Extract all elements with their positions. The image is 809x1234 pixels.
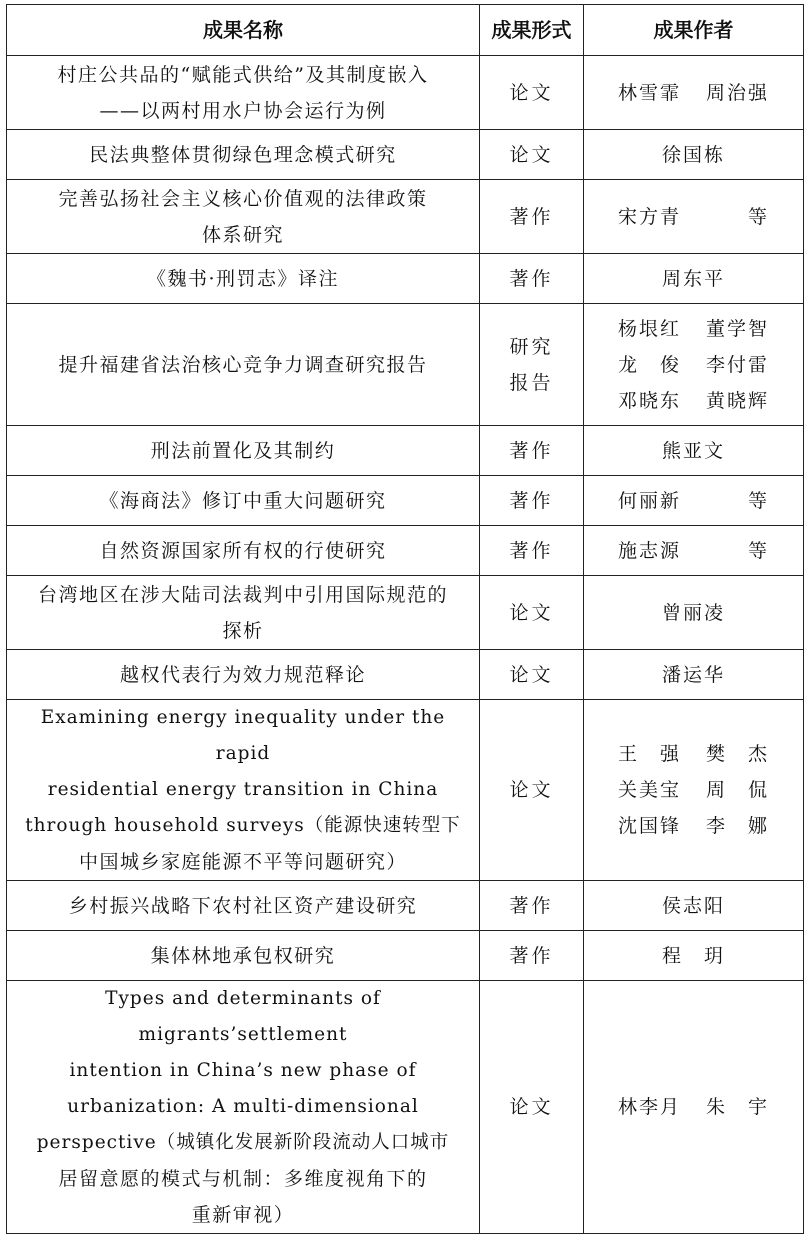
author-line [590,137,797,173]
achievement-title-line: 村庄公共品的“赋能式供给”及其制度嵌入 [57,63,429,86]
table-row [7,931,804,981]
author-name: 潘运华 [661,663,725,686]
achievement-form-line: 著作 [509,267,554,290]
author-name: 杨垠红 [618,317,682,340]
author-line [590,75,797,111]
achievement-title-cell [7,56,480,130]
achievement-form-line: 论文 [509,779,554,801]
achievement-title-line: 乡村振兴战略下农村社区资产建设研究 [68,894,418,917]
author-line [590,483,797,519]
achievement-title-cell [7,931,480,981]
author-name: 沈国锋 [618,815,682,837]
achievement-form-cell [480,981,584,1234]
achievement-title-line: 重新审视） [191,1204,295,1226]
author-name: 周东平 [661,267,725,290]
achievement-form-cell [480,476,584,526]
author-name: 曾丽凌 [661,601,725,624]
achievement-form-line: 著作 [509,439,554,462]
author-name: 樊 杰 [705,743,769,765]
author-name: 关美宝 [618,779,682,801]
table-row [7,576,804,650]
table-row [7,476,804,526]
author-line [590,383,797,419]
table-row [7,304,804,426]
achievement-title-cell [7,700,480,881]
achievement-form-line: 著作 [509,205,554,228]
header-form: 成果形式 [480,5,584,56]
author-name: 林雪霏 [618,81,682,104]
author-name: 龙 俊 [618,353,682,376]
achievement-form-line: 论文 [509,143,554,166]
author-name: 周治强 [705,81,769,104]
achievement-form-line: 著作 [509,539,554,562]
achievement-authors-cell [584,180,804,254]
achievement-form-cell [480,700,584,881]
author-name: 等 [747,205,769,228]
achievement-title-line: 居留意愿的模式与机制：多维度视角下的 [58,1168,428,1190]
achievement-form-line: 研究 [509,335,554,358]
achievement-form-cell [480,56,584,130]
achievement-title-line: 集体林地承包权研究 [150,944,336,967]
achievement-title-line: intention in China’s new phase of [69,1060,417,1081]
achievement-title-line: 《海商法》修订中重大问题研究 [99,489,387,512]
author-name: 黄晓辉 [705,389,769,412]
achievements-table [6,4,804,1234]
achievement-form-line: 论文 [509,1096,554,1118]
author-name: 李付雷 [705,353,769,376]
table-row [7,180,804,254]
achievement-form-cell [480,130,584,180]
achievement-title-cell [7,881,480,931]
achievement-title-line: 刑法前置化及其制约 [150,439,336,462]
achievement-form-line: 著作 [509,944,554,967]
achievement-title-cell [7,981,480,1234]
achievement-form-cell [480,180,584,254]
achievement-title-line: 中国城乡家庭能源不平等问题研究） [78,851,407,873]
author-line [590,888,797,924]
header-row [7,5,804,56]
author-name: 周 侃 [705,779,769,801]
author-name: 宋方青 [618,205,682,228]
author-name: 何丽新 [618,489,682,512]
author-name: 邓晓东 [618,389,682,412]
author-name: 林李月 [618,1096,682,1118]
author-line [590,808,797,844]
achievement-form-cell [480,304,584,426]
achievement-form-cell [480,426,584,476]
author-name: 李 娜 [705,815,769,837]
achievement-title-cell [7,526,480,576]
achievement-form-cell [480,576,584,650]
author-line [590,347,797,383]
achievement-form-cell [480,254,584,304]
author-name: 王 强 [618,743,682,765]
achievement-authors-cell [584,881,804,931]
author-name: 朱 宇 [705,1096,769,1118]
author-name: 侯志阳 [661,894,725,917]
table-row [7,426,804,476]
achievement-title-line: 台湾地区在涉大陆司法裁判中引用国际规范的 [37,583,448,606]
achievement-form-line: 著作 [509,489,554,512]
table-row [7,130,804,180]
achievement-title-line: 体系研究 [201,223,284,246]
achievement-title-line: 提升福建省法治核心竞争力调查研究报告 [58,353,428,376]
achievement-title-line: residential energy transition in China [47,779,439,800]
author-name: 施志源 [618,539,682,562]
author-name: 程 玥 [661,944,725,967]
achievement-title-cell [7,576,480,650]
achievement-form-line: 著作 [509,894,554,917]
header-authors: 成果作者 [584,5,804,56]
achievement-authors-cell [584,56,804,130]
author-name: 等 [747,489,769,512]
author-line [590,736,797,772]
achievement-form-line: 论文 [509,81,554,104]
achievement-form-line: 论文 [509,663,554,686]
achievement-form-cell [480,526,584,576]
achievement-title-cell [7,426,480,476]
author-line [590,311,797,347]
achievement-title-cell [7,476,480,526]
achievement-title-line: through household surveys（能源快速转型下 [25,815,461,836]
achievement-title-line: 探析 [222,619,264,642]
achievement-title-line: Examining energy inequality under the rapid [40,707,446,764]
achievement-title-line: 民法典整体贯彻绿色理念模式研究 [89,143,397,166]
achievement-authors-cell [584,700,804,881]
achievement-authors-cell [584,576,804,650]
achievement-title-cell [7,650,480,700]
table-row [7,254,804,304]
achievement-title-cell [7,254,480,304]
achievement-title-cell [7,130,480,180]
author-name: 熊亚文 [661,439,725,462]
table-row [7,700,804,881]
achievement-title-cell [7,180,480,254]
achievement-title-cell [7,304,480,426]
achievement-authors-cell [584,526,804,576]
achievement-title-line: 完善弘扬社会主义核心价值观的法律政策 [58,187,428,210]
achievement-title-line: urbanization: A multi-dimensional [67,1096,419,1117]
achievement-title-line: 自然资源国家所有权的行使研究 [99,539,387,562]
table-row [7,881,804,931]
achievement-form-cell [480,931,584,981]
achievement-form-line: 报告 [509,371,554,394]
author-line [590,261,797,297]
achievement-title-line: Types and determinants of migrants’settlement [105,988,381,1045]
author-name: 等 [747,539,769,562]
author-name: 董学智 [705,317,769,340]
achievement-title-line: ——以两村用水户协会运行为例 [99,99,387,122]
achievement-form-cell [480,650,584,700]
table-row [7,526,804,576]
achievement-title-line: 《魏书·刑罚志》译注 [146,267,340,290]
author-line [590,938,797,974]
header-title: 成果名称 [7,5,480,56]
achievement-authors-cell [584,130,804,180]
achievement-authors-cell [584,254,804,304]
achievement-authors-cell [584,650,804,700]
author-line [590,533,797,569]
author-line [590,199,797,235]
table-row [7,56,804,130]
achievement-authors-cell [584,426,804,476]
achievement-title-line: 越权代表行为效力规范释论 [119,663,366,686]
author-line [590,772,797,808]
achievement-authors-cell [584,476,804,526]
author-name: 徐国栋 [661,143,725,166]
achievement-authors-cell [584,304,804,426]
author-line [590,1089,797,1125]
achievement-authors-cell [584,981,804,1234]
achievement-form-line: 论文 [509,601,554,624]
achievement-authors-cell [584,931,804,981]
table-row [7,981,804,1234]
author-line [590,657,797,693]
author-line [590,595,797,631]
table-row [7,650,804,700]
author-line [590,433,797,469]
achievement-form-cell [480,881,584,931]
achievement-title-line: perspective（城镇化发展新阶段流动人口城市 [36,1132,450,1153]
